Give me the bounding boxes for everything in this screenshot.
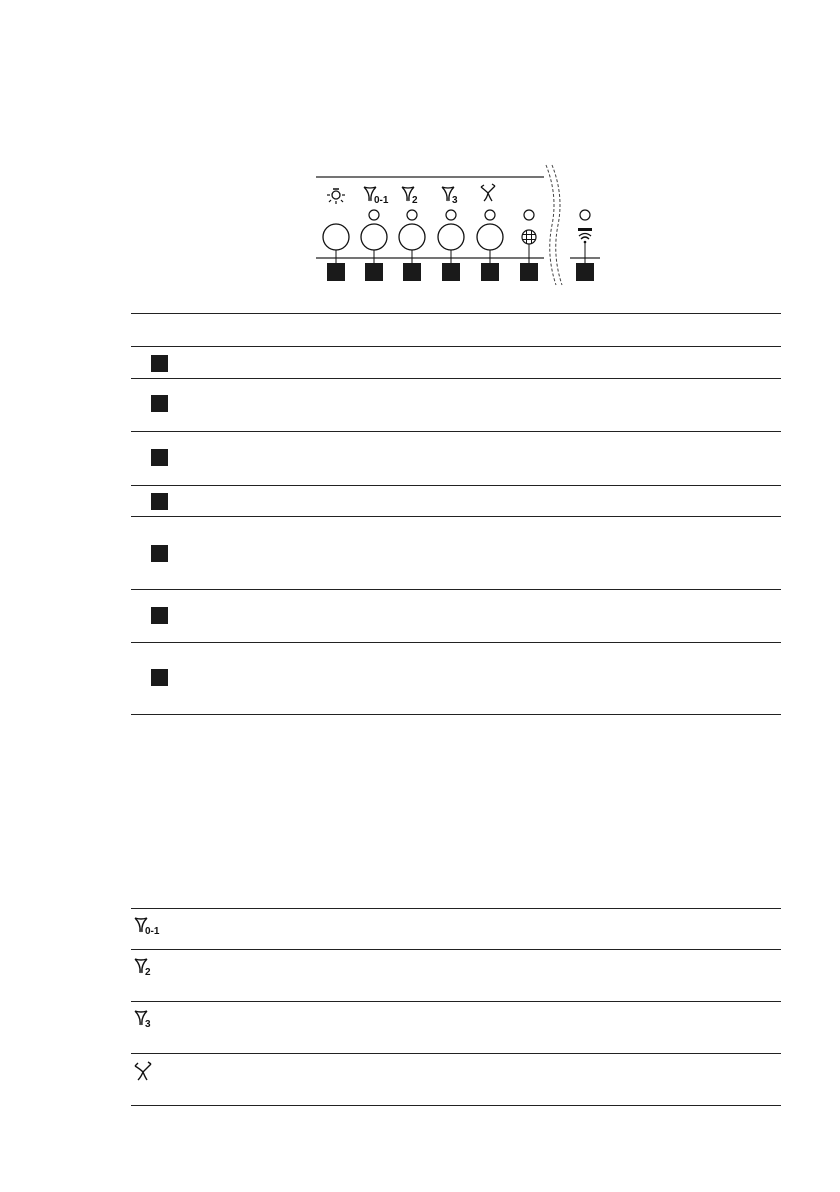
marker-7: [576, 263, 594, 281]
table2-row-divider: [131, 1001, 781, 1002]
table1-bottom-rule: [131, 714, 781, 715]
table1-row-4-marker: [151, 493, 168, 510]
table1-row-6-marker: [151, 607, 168, 624]
fan-speed-3-button[interactable]: [438, 224, 464, 250]
svg-text:3: 3: [452, 195, 458, 206]
fan-speed-0-1-button[interactable]: [361, 224, 387, 250]
led-filter: [524, 210, 534, 220]
table2-row-divider: [131, 1053, 781, 1054]
panel-break-curve: [546, 165, 562, 285]
svg-text:3: 3: [145, 1019, 151, 1030]
table1-row-divider: [131, 378, 781, 379]
led-speed-2: [407, 210, 417, 220]
svg-text:0-1: 0-1: [145, 926, 160, 937]
led-boost: [485, 210, 495, 220]
table1-row-3-marker: [151, 449, 168, 466]
table1-row-divider: [131, 431, 781, 432]
table1-row-divider: [131, 589, 781, 590]
marker-3: [403, 263, 421, 281]
control-panel-diagram: [300, 155, 610, 295]
marker-2: [365, 263, 383, 281]
fan-speed-0-1-icon: [364, 187, 389, 206]
table1-row-divider: [131, 516, 781, 517]
light-button[interactable]: [323, 224, 349, 250]
fan-speed-0-1-icon: [133, 915, 173, 937]
table2-row-divider: [131, 949, 781, 950]
marker-6: [520, 263, 538, 281]
hob2hood-icon: [578, 228, 592, 243]
led-speed-0-1: [369, 210, 379, 220]
table1-row-1-marker: [151, 355, 168, 372]
table1-row-divider: [131, 642, 781, 643]
light-icon: [327, 189, 345, 204]
marker-5: [481, 263, 499, 281]
led-hob2hood: [580, 210, 590, 220]
table1-top-rule: [131, 313, 781, 314]
table1-row-7-marker: [151, 669, 168, 686]
table2-top-rule: [131, 908, 781, 909]
fan-speed-3-icon: [133, 1008, 163, 1030]
table2-bottom-rule: [131, 1105, 781, 1106]
fan-boost-icon: [481, 184, 495, 201]
fan-boost-icon: [133, 1060, 157, 1084]
filter-icon[interactable]: [522, 230, 536, 244]
svg-text:2: 2: [412, 195, 418, 206]
fan-boost-button[interactable]: [477, 224, 503, 250]
fan-speed-2-button[interactable]: [399, 224, 425, 250]
table1-row-5-marker: [151, 545, 168, 562]
fan-speed-3-icon: [442, 187, 458, 206]
fan-speed-2-icon: [402, 187, 418, 206]
led-speed-3: [446, 210, 456, 220]
fan-speed-2-icon: [133, 956, 163, 978]
svg-text:0-1: 0-1: [374, 195, 389, 206]
table1-header-rule: [131, 346, 781, 347]
table1-row-2-marker: [151, 395, 168, 412]
marker-1: [327, 263, 345, 281]
marker-4: [442, 263, 460, 281]
table1-row-divider: [131, 485, 781, 486]
svg-text:2: 2: [145, 967, 151, 978]
